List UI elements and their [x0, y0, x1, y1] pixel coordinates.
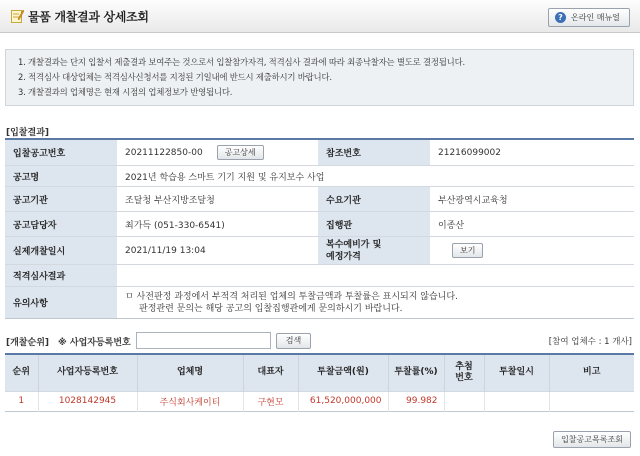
- cell-ceo: 구현모: [243, 391, 298, 411]
- notice-line-2: 2. 적격심사 대상업체는 적격심사신청서를 지정된 기일내에 반드시 제출하시기 바랍니다.: [18, 72, 332, 82]
- caution-label: 유의사항: [5, 287, 117, 318]
- notice-no-value: 20211122850-00: [125, 147, 203, 158]
- help-icon: ?: [555, 12, 566, 23]
- notice-line-1: 1. 개찰결과는 단지 입찰서 제출결과 보여주는 것으로서 입찰참가자격, 적격심사 결과에 따라 최종낙찰자는 별도로 결정됩니다.: [18, 57, 465, 67]
- cell-remark: [549, 391, 634, 411]
- page-title: 물품 개찰결과 상세조회: [28, 10, 149, 24]
- col-header-lottery-no: 추첨 번호: [444, 354, 484, 391]
- table-header-row: [5, 354, 634, 391]
- online-manual-button[interactable]: [548, 8, 630, 27]
- info-row: [5, 212, 634, 237]
- info-row: [5, 237, 634, 265]
- bid-result-table: [5, 138, 634, 319]
- price-label: [318, 237, 430, 264]
- col-header-remark: 비고: [549, 354, 634, 391]
- rank-results-table: [5, 353, 634, 412]
- col-header-biz-no: 사업자등록번호: [38, 354, 137, 391]
- info-row: [5, 187, 634, 212]
- online-manual-label: 온라인 매뉴얼: [571, 13, 620, 22]
- review-result-label: 적격심사결과: [5, 265, 117, 286]
- notice-box: [5, 49, 634, 106]
- info-row: [5, 140, 634, 166]
- table-row[interactable]: [5, 391, 634, 411]
- result-section-title: [입찰결과]: [6, 128, 50, 138]
- rank-search-bar: [5, 330, 634, 352]
- open-date-value: 2021/11/19 13:04: [117, 237, 318, 264]
- info-row: [5, 166, 634, 187]
- cell-company[interactable]: 주식회사케이티: [137, 391, 243, 411]
- caution-line-2: 판정관련 문의는 해당 공고의 입찰집행관에게 문의하시기 바랍니다.: [139, 303, 403, 314]
- agency-value: 조달청 부산지방조달청: [117, 187, 318, 211]
- cell-bid-amount: 61,520,000,000: [298, 391, 388, 411]
- demand-agency-label: 수요기관: [318, 187, 430, 211]
- col-header-company: 업체명: [137, 354, 243, 391]
- biz-no-search-input[interactable]: [136, 332, 271, 349]
- cell-bid-date: [484, 391, 549, 411]
- view-price-button[interactable]: 보기: [452, 243, 483, 258]
- price-label-line-2: 예정가격: [326, 251, 361, 262]
- manager-value: 최가득 (051-330-6541): [117, 212, 318, 236]
- col-header-bid-amount: 투찰금액(원): [298, 354, 388, 391]
- col-header-ceo: 대표자: [243, 354, 298, 391]
- ref-no-value: 21216099002: [430, 140, 634, 165]
- open-date-label: 실제개찰일시: [5, 237, 117, 264]
- executor-label: 집행관: [318, 212, 430, 236]
- cell-bid-rate: 99.982: [388, 391, 444, 411]
- info-row: [5, 287, 634, 318]
- notice-no-cell: [117, 140, 318, 165]
- executor-value: 이종산: [430, 212, 634, 236]
- manager-label: 공고담당자: [5, 212, 117, 236]
- price-label-line-1: 복수예비가 및: [326, 239, 382, 250]
- notice-name-value: 2021년 학습용 스마트 기기 지원 및 유지보수 사업: [117, 166, 634, 186]
- participant-count: [참여 업체수 : 1 개사]: [548, 337, 632, 347]
- info-row: [5, 265, 634, 287]
- cell-biz-no[interactable]: 1028142945: [38, 391, 137, 411]
- review-result-value: [117, 265, 634, 286]
- rank-section-title: [개찰순위]: [6, 338, 50, 348]
- cell-rank: 1: [5, 391, 38, 411]
- note-edit-icon: [11, 9, 24, 23]
- search-button[interactable]: 검색: [276, 333, 311, 349]
- col-header-rank: 순위: [5, 354, 38, 391]
- notice-line-3: 3. 개찰결과의 업체명은 현재 시점의 업체정보가 반영됩니다.: [18, 87, 233, 97]
- notice-detail-button[interactable]: 공고상세: [217, 145, 264, 160]
- demand-agency-value: 부산광역시교육청: [430, 187, 634, 211]
- ref-no-label: 참조번호: [318, 140, 430, 165]
- col-header-bid-rate: 투찰률(%): [388, 354, 444, 391]
- notice-list-button[interactable]: 입찰공고목록조회: [553, 431, 631, 448]
- notice-no-label: 입찰공고번호: [5, 140, 117, 165]
- col-header-bid-date: 투찰일시: [484, 354, 549, 391]
- caution-line-1: ㅁ 사전판정 과정에서 부적격 처리된 업체의 투찰금액과 투찰률은 표시되지 않습니다.: [125, 291, 458, 302]
- caution-cell: [117, 287, 634, 318]
- notice-name-label: 공고명: [5, 166, 117, 186]
- agency-label: 공고기관: [5, 187, 117, 211]
- biz-no-search-label: ※ 사업자등록번호: [58, 338, 131, 348]
- price-cell: [430, 237, 634, 264]
- cell-lottery-no: [444, 391, 484, 411]
- page-header: [0, 0, 640, 33]
